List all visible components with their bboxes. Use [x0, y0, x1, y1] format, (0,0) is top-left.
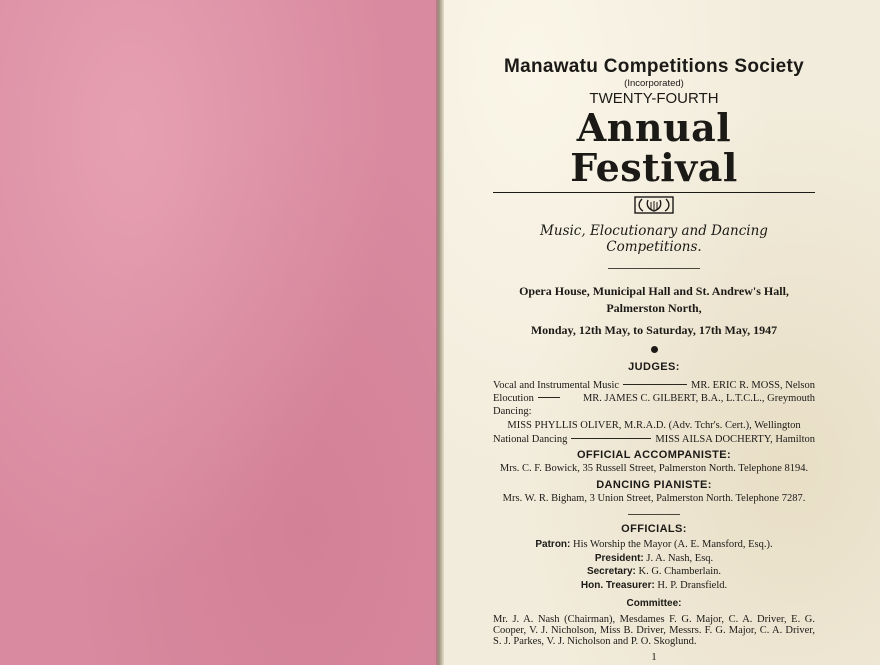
judge-vocal: [493, 379, 815, 392]
treasurer-label: Hon. Treasurer:: [580, 579, 655, 591]
title-rule: [493, 192, 815, 193]
committee-heading: [493, 597, 815, 611]
patron-value: His Worship the Mayor (A. E. Mansford, Esq.).: [573, 539, 773, 550]
judge-dancing-value: MISS PHYLLIS OLIVER, M.R.A.D. (Adv. Tchr's. Cert.), Wellington: [507, 420, 801, 431]
officials-heading: OFFICIALS:: [621, 523, 687, 535]
divider: [628, 514, 680, 515]
secretary-label: Secretary:: [586, 566, 636, 577]
judge-dancing-label: Dancing:: [493, 406, 532, 417]
festival-dates: Monday, 12th May, to Saturday, 17th May, 1947: [530, 323, 778, 337]
leader-line: [571, 438, 651, 439]
judge-vocal-value: MR. ERIC R. MOSS, Nelson: [691, 380, 815, 391]
ornament: [493, 195, 815, 215]
judge-elocution: [493, 392, 815, 405]
pianiste-heading: DANCING PIANISTE:: [596, 479, 712, 491]
venue-line-1: Opera House, Municipal Hall and St. Andrew's Hall,: [519, 284, 789, 298]
judge-national-value: MISS AILSA DOCHERTY, Hamilton: [655, 434, 815, 445]
page-number: 1: [651, 650, 657, 663]
accompaniste-heading: OFFICIAL ACCOMPANISTE:: [576, 449, 732, 461]
leader-line: [538, 397, 560, 398]
edition-label: TWENTY-FOURTH: [589, 90, 719, 107]
incorporated-label: (Incorporated): [624, 78, 684, 89]
secretary-line: [493, 565, 815, 579]
pink-cover-page: [0, 0, 438, 665]
society-name: Manawatu Competitions Society: [503, 56, 805, 77]
committee-members: Mr. J. A. Nash (Chairman), Mesdames F. G. Major, C. A. Driver, E. G. Cooper, V. J. Nicholson, Miss B. Driver, Messrs. F. G. Major, C. A. Driver, S. J. Parkes, V. J. Nicholson and P. O. Skoglund.: [493, 613, 815, 647]
secretary-value: K. G. Chamberlain.: [638, 566, 722, 577]
bullet-dot: [651, 346, 658, 353]
judge-national: [493, 433, 815, 446]
competitions-subtitle: Music, Elocutionary and Dancing Competitions.: [540, 223, 768, 255]
leader-line: [623, 384, 687, 385]
patron-label: Patron:: [535, 539, 571, 550]
judge-elocution-label: Elocution: [493, 393, 534, 404]
treasurer-line: [493, 579, 815, 593]
treasurer-value: H. P. Dransfield.: [657, 579, 728, 591]
patron-line: [493, 538, 815, 552]
judge-elocution-value: MR. JAMES C. GILBERT, B.A., L.T.C.L., Greymouth: [582, 393, 815, 404]
pianiste-text: Mrs. W. R. Bigham, 3 Union Street, Palmerston North. Telephone 7287.: [502, 493, 806, 504]
judges-heading: JUDGES:: [628, 361, 680, 373]
judge-vocal-label: Vocal and Instrumental Music: [493, 380, 620, 391]
venue-line-2: Palmerston North,: [606, 301, 702, 315]
president-label: President:: [594, 552, 644, 564]
committee-label: Committee:: [626, 598, 682, 609]
president-line: [493, 552, 815, 566]
president-value: J. A. Nash, Esq.: [646, 552, 714, 564]
accompaniste-text: Mrs. C. F. Bowick, 35 Russell Street, Palmerston North. Telephone 8194.: [499, 463, 809, 474]
programme-content: [493, 56, 815, 663]
judge-national-label: National Dancing: [493, 434, 568, 445]
divider: [608, 268, 700, 269]
festival-title: Annual Festival: [570, 105, 738, 190]
lyre-emblem-icon: [634, 195, 674, 215]
